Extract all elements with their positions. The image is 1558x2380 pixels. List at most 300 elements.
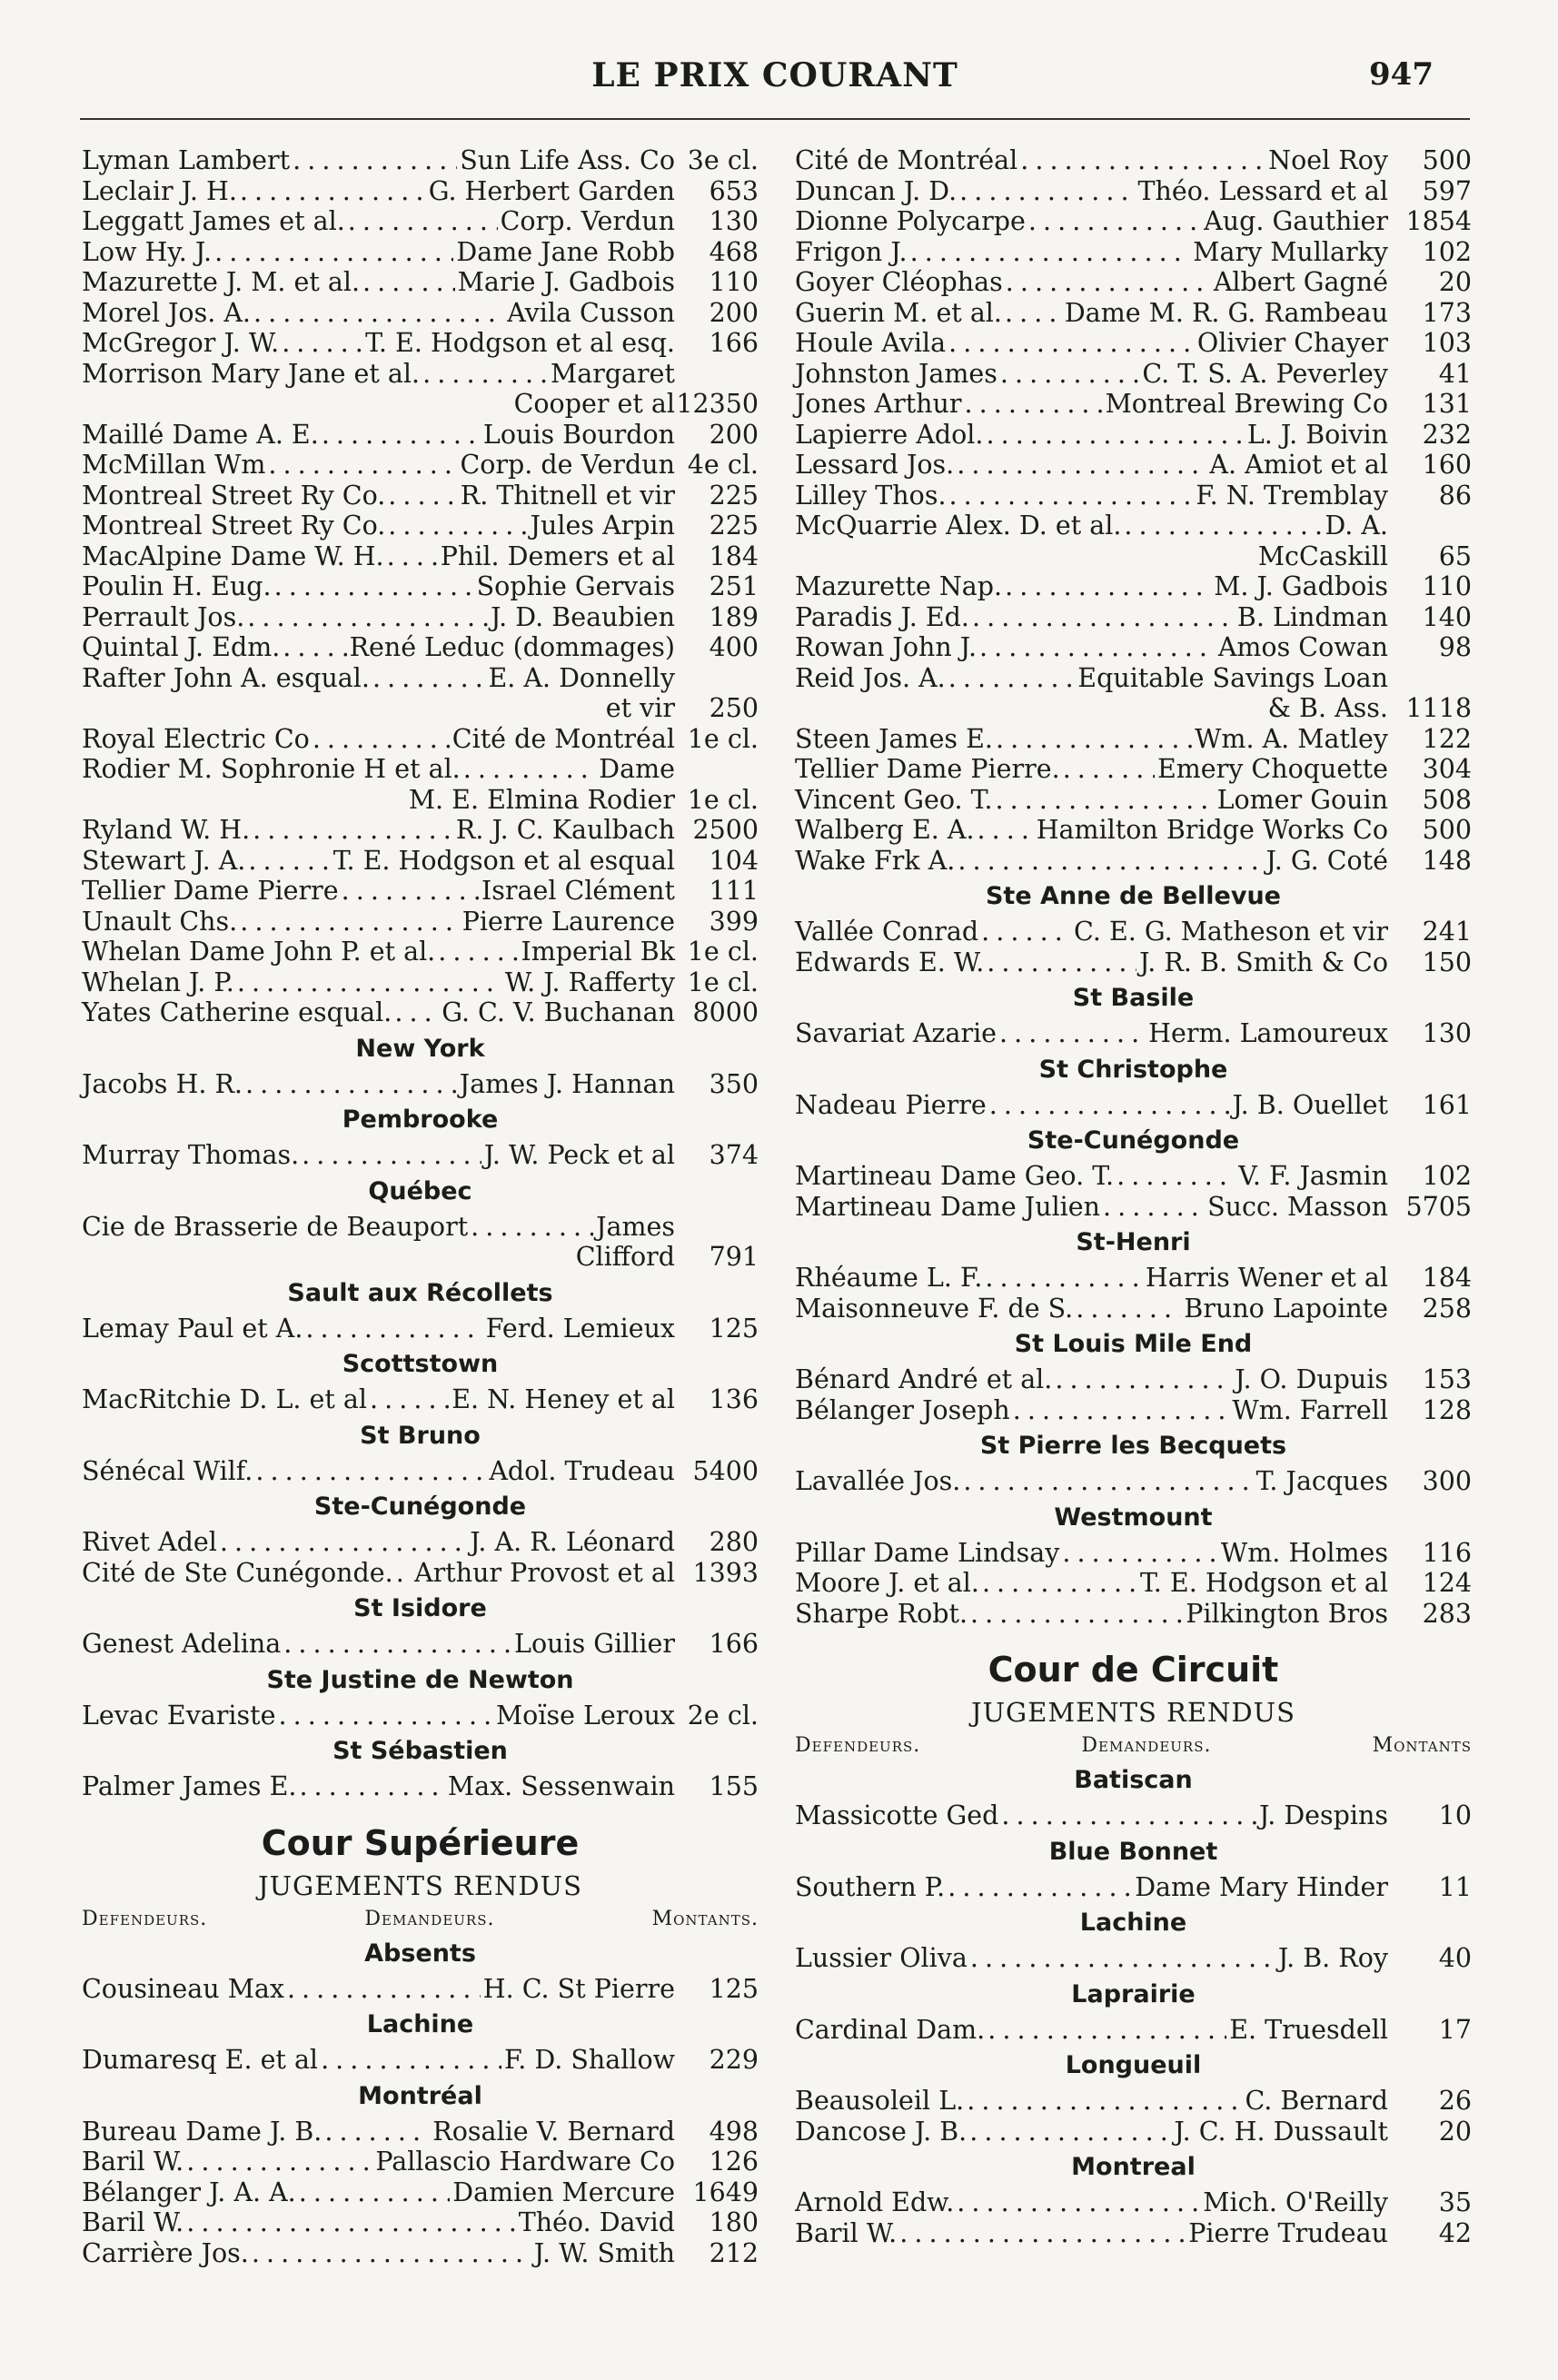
dot-leader — [1028, 206, 1201, 237]
locality-heading: Lachine — [366, 2010, 474, 2038]
defendant-name: Dionne Polycarpe — [795, 206, 1026, 236]
plaintiff-name: Wm. A. Matley — [1195, 723, 1388, 754]
defendant-name: Lussier Oliva — [795, 1943, 968, 1973]
defendant-name: Moore J. et al. — [795, 1568, 979, 1598]
dot-leader — [1005, 571, 1211, 602]
dot-leader — [970, 1599, 1183, 1630]
plaintiff-name: Pallascio Hardware Co — [375, 2147, 675, 2177]
plaintiff-name: F. N. Tremblay — [1196, 480, 1388, 511]
defendant-name: Lyman Lambert — [82, 145, 291, 175]
dot-leader — [322, 420, 481, 451]
defendant-name: Guerin M. et al. — [795, 297, 1002, 328]
judgment-entry — [82, 420, 759, 451]
plaintiff-name: Max. Sessenwain — [447, 1771, 675, 1801]
judgment-entry — [82, 876, 759, 907]
dot-leader — [283, 1629, 511, 1660]
locality-heading: Lachine — [1079, 1909, 1187, 1937]
dot-leader — [959, 176, 1135, 207]
entry-continuation — [795, 541, 1472, 572]
judgment-entry — [82, 602, 759, 633]
judgment-entry — [82, 815, 759, 846]
amount-value: 40 — [1438, 1943, 1472, 1973]
amount-value: 110 — [709, 267, 759, 297]
amount-value: 200 — [709, 297, 759, 328]
judgment-entry — [82, 754, 759, 785]
plaintiff-name: D. A. — [1325, 511, 1388, 540]
amount-value: 155 — [709, 1771, 759, 1801]
dot-leader — [1020, 145, 1265, 176]
plaintiff-name: Herm. Lamoureux — [1148, 1018, 1388, 1048]
defendant-name: Martineau Dame Geo. T. — [795, 1161, 1115, 1191]
dot-leader — [958, 846, 1263, 877]
judgment-entry — [795, 237, 1472, 268]
amount-value: 128 — [1422, 1394, 1472, 1425]
amount-value: 189 — [709, 601, 759, 632]
judgment-entry — [795, 1192, 1472, 1223]
defendant-name: Levac Evariste — [82, 1700, 276, 1730]
plaintiff-name: T. E. Hodgson et al — [1139, 1568, 1388, 1598]
judgment-entry — [82, 1140, 759, 1171]
amount-value: 1393 — [692, 1557, 759, 1588]
plaintiff-name: V. F. Jasmin — [1238, 1161, 1388, 1191]
defendant-name: McQuarrie Alex. D. et al. — [795, 511, 1122, 540]
defendant-name: Mazurette J. M. et al. — [82, 267, 361, 297]
defendant-name: Vincent Geo. T. — [795, 784, 993, 815]
amount-value: 3e cl. — [687, 145, 759, 175]
plaintiff-name: T. Jacques — [1255, 1466, 1388, 1496]
plaintiff-name: Albert Gagné — [1213, 267, 1388, 297]
judgment-entry — [82, 450, 759, 481]
amount-value: 508 — [1422, 784, 1472, 815]
plaintiff-name: Louis Bourdon — [482, 419, 675, 450]
defendant-name: Tellier Dame Pierre. — [795, 754, 1060, 784]
judgment-entry — [82, 1212, 759, 1243]
plaintiff-name: Lomer Gouin — [1216, 784, 1388, 815]
defendant-name: Royal Electric Co — [82, 723, 310, 754]
defendant-name: Southern P. — [795, 1871, 946, 1902]
plaintiff-name: James — [596, 1211, 675, 1242]
judgment-entry — [795, 1090, 1472, 1121]
right-column — [795, 145, 1472, 2248]
header-rule — [80, 118, 1470, 120]
plaintiff-name: Equitable Savings Loan — [1077, 662, 1388, 693]
locality-heading: Batiscan — [1074, 1766, 1193, 1794]
amount-value: 232 — [1422, 419, 1472, 450]
amount-value: 148 — [1422, 845, 1472, 876]
dot-leader — [979, 632, 1216, 663]
defendant-name: Leclair J. H. — [82, 175, 237, 206]
plaintiffs-heading: Demandeurs. — [364, 1907, 495, 1930]
judgment-entry — [82, 176, 759, 207]
amount-value: 251 — [709, 571, 759, 601]
defendant-name: Stewart J. A. — [82, 845, 246, 876]
plaintiff-name: Dame Mary Hinder — [1135, 1871, 1388, 1902]
judgment-entry — [82, 663, 759, 694]
locality-heading: Ste Anne de Bellevue — [985, 882, 1281, 910]
plaintiff-name: Noel Roy — [1268, 145, 1388, 175]
amount-value: 102 — [1422, 236, 1472, 267]
plaintiff-name: Sophie Gervais — [476, 571, 675, 601]
judgment-entry — [82, 511, 759, 541]
defendant-name: Beausoleil L. — [795, 2086, 965, 2116]
plaintiff-name: Imperial Bk — [521, 937, 675, 967]
judgment-entry — [82, 846, 759, 877]
dot-leader — [394, 997, 439, 1028]
judgment-entry — [82, 1701, 759, 1731]
judgment-entry — [795, 450, 1472, 481]
defendant-name: Unault Chs. — [82, 906, 238, 937]
plaintiff-name: René Leduc (dommages) — [349, 632, 675, 662]
dot-leader — [299, 2177, 451, 2208]
plaintiff-name: R. J. C. Kaulbach — [455, 815, 675, 845]
plaintiffs-heading: Demandeurs. — [1081, 1734, 1212, 1757]
dot-leader — [981, 917, 1071, 947]
defendant-name: Arnold Edw. — [795, 2187, 955, 2217]
amount-value: 10 — [1438, 1800, 1472, 1830]
defendant-name: Cité de Ste Cunégonde. — [82, 1557, 393, 1588]
plaintiff-name: Rosalie V. Bernard — [432, 2116, 675, 2147]
judgment-entry — [82, 1629, 759, 1660]
dot-leader — [989, 1090, 1230, 1121]
dot-leader — [293, 145, 457, 176]
amount-value: 5705 — [1405, 1191, 1472, 1222]
defendant-name: Lessard Jos. — [795, 450, 955, 480]
plaintiff-name: E. Truesdell — [1229, 2014, 1388, 2045]
defendant-name: Rhéaume L. F. — [795, 1263, 983, 1293]
amount-value: 8000 — [692, 997, 759, 1027]
judgment-entry — [795, 511, 1472, 541]
dot-leader — [957, 2187, 1200, 2218]
dot-leader — [237, 967, 502, 998]
judgment-entry — [795, 1943, 1472, 1974]
locality-heading: Pembrooke — [342, 1106, 499, 1134]
defendant-name: Edwards E. W. — [795, 947, 985, 977]
judgment-entry — [82, 298, 759, 329]
amount-value: 1854 — [1405, 206, 1472, 236]
amount-value: 126 — [709, 2147, 759, 2177]
defendant-name: Baril W. — [795, 2217, 898, 2248]
amount-value: 498 — [709, 2116, 759, 2147]
defendant-name: Dumaresq E. et al — [82, 2045, 319, 2075]
amount-value: 166 — [709, 1629, 759, 1659]
amount-value: 104 — [709, 845, 759, 876]
judgment-entry — [795, 1364, 1472, 1395]
plaintiff-name: Phil. Demers et al — [440, 540, 675, 571]
defendant-name: Low Hy. J. — [82, 236, 213, 267]
dot-leader — [987, 2015, 1226, 2046]
judgment-entry — [795, 947, 1472, 978]
locality-heading: Québec — [368, 1176, 472, 1205]
judgment-entry — [82, 571, 759, 602]
locality-heading: Scottstown — [342, 1350, 499, 1378]
dot-leader — [1005, 298, 1062, 329]
locality-heading: St Christophe — [1038, 1055, 1228, 1084]
amount-value: 136 — [709, 1384, 759, 1414]
judgment-entry — [82, 2147, 759, 2177]
locality-heading: St Louis Mile End — [1014, 1330, 1253, 1358]
judgment-entry — [795, 754, 1472, 785]
defendant-name: Montreal Street Ry Co. — [82, 480, 386, 511]
dot-leader — [1063, 754, 1155, 785]
continuation-text: et vir — [605, 693, 675, 723]
amount-value: 35 — [1438, 2187, 1472, 2217]
plaintiff-name: Dame — [599, 754, 675, 784]
dot-leader — [948, 663, 1076, 694]
plaintiff-name: G. Herbert Garden — [428, 175, 675, 206]
plaintiff-name: Margaret — [551, 358, 675, 389]
amounts-heading: Montants — [1372, 1734, 1472, 1757]
plaintiff-name: C. Bernard — [1245, 2086, 1388, 2116]
entry-continuation — [795, 693, 1472, 724]
defendant-name: Sharpe Robt. — [795, 1598, 968, 1629]
amount-value: 150 — [1422, 947, 1472, 977]
defendant-name: Quintal J. Edm. — [82, 632, 281, 662]
dot-leader — [1006, 267, 1211, 298]
plaintiff-name: Pilkington Bros — [1186, 1598, 1388, 1629]
defendant-name: Rodier M. Sophronie H et al. — [82, 754, 461, 784]
plaintiff-name: G. C. V. Buchanan — [442, 997, 675, 1027]
judgment-entry — [795, 1599, 1472, 1630]
judgment-entry — [82, 1974, 759, 2005]
plaintiff-name: Ferd. Lemieux — [485, 1313, 675, 1344]
judgment-entry — [82, 967, 759, 998]
dot-leader — [964, 389, 1102, 420]
defendant-name: Rafter John A. esqual. — [82, 662, 370, 693]
defendant-name: Wake Frk A. — [795, 845, 956, 876]
dot-leader — [287, 1974, 481, 2005]
dot-leader — [240, 907, 460, 937]
amount-value: 125 — [709, 1313, 759, 1344]
amount-value: 111 — [709, 876, 759, 906]
dot-leader — [1001, 1800, 1256, 1831]
amount-value: 1e cl. — [687, 967, 759, 997]
dot-leader — [471, 1212, 593, 1243]
dot-leader — [1000, 359, 1139, 390]
plaintiff-name: Théo. David — [518, 2207, 675, 2237]
judgment-entry — [795, 1800, 1472, 1831]
defendant-name: Houle Avila — [795, 328, 947, 358]
defendant-name: Walberg E. A. — [795, 815, 975, 845]
judgment-entry — [795, 815, 1472, 846]
defendants-heading: Defendeurs. — [795, 1734, 921, 1757]
amount-value: 1e cl. — [687, 937, 759, 967]
amount-value: 1118 — [1405, 693, 1472, 723]
dot-leader — [948, 1872, 1132, 1903]
amount-value: 124 — [1422, 1568, 1472, 1598]
judgment-entry — [82, 2117, 759, 2147]
amount-value: 125 — [709, 1973, 759, 2004]
judgment-entry — [795, 1161, 1472, 1192]
dot-leader — [305, 1314, 482, 1344]
defendant-name: Jones Arthur — [795, 389, 962, 419]
dot-leader — [362, 267, 455, 298]
plaintiff-name: Montreal Brewing Co — [1105, 389, 1388, 419]
plaintiff-name: Mary Mullarky — [1193, 236, 1388, 267]
amounts-heading: Montants. — [651, 1907, 759, 1930]
defendant-name: Duncan J. D. — [795, 175, 958, 206]
judgment-entry — [82, 328, 759, 359]
dot-leader — [985, 1263, 1142, 1294]
judgment-entry — [82, 359, 759, 390]
locality-heading: Blue Bonnet — [1048, 1837, 1218, 1866]
dot-leader — [372, 663, 485, 694]
defendant-name: Savariat Azarie — [795, 1018, 997, 1048]
defendant-name: Whelan Dame John P. et al. — [82, 937, 436, 967]
continuation-text: McCaskill — [1257, 540, 1388, 571]
amount-value: 41 — [1438, 358, 1472, 389]
plaintiff-name: T. E. Hodgson et al esqual — [332, 845, 675, 876]
locality-heading: Longueuil — [1065, 2051, 1202, 2079]
defendant-name: Cie de Brasserie de Beauport — [82, 1211, 469, 1242]
left-column — [82, 145, 759, 2268]
plaintiff-name: W. J. Rafferty — [504, 967, 675, 997]
dot-leader — [899, 2218, 1186, 2249]
amount-value: 500 — [1422, 145, 1472, 175]
amount-value: 161 — [1422, 1089, 1472, 1120]
amount-value: 597 — [1422, 175, 1472, 206]
amount-value: 229 — [709, 2045, 759, 2075]
locality-heading: St Bruno — [360, 1421, 481, 1450]
amount-value: 399 — [709, 906, 759, 937]
column-headings — [795, 1732, 1472, 1760]
plaintiff-name: J. B. Ouellet — [1232, 1089, 1388, 1120]
defendant-name: Lapierre Adol. — [795, 419, 984, 450]
defendant-name: Palmer James E. — [82, 1771, 297, 1801]
judgment-entry — [82, 481, 759, 511]
defendant-name: McGregor J. W. — [82, 328, 280, 358]
dot-leader — [324, 2117, 430, 2147]
plaintiff-name: Olivier Chayer — [1196, 328, 1388, 358]
amount-value: 500 — [1422, 815, 1472, 845]
judgment-entry — [82, 997, 759, 1028]
plaintiff-name: Dame Jane Robb — [456, 236, 675, 267]
locality-heading: Montréal — [358, 2081, 482, 2110]
judgment-entry — [82, 1456, 759, 1487]
amount-value: 280 — [709, 1527, 759, 1557]
dot-leader — [348, 206, 498, 237]
plaintiff-name: Théo. Lessard et al — [1137, 175, 1388, 206]
amount-value: 374 — [709, 1140, 759, 1170]
dot-leader — [342, 876, 479, 907]
defendant-name: Reid Jos. A. — [795, 662, 946, 693]
judgment-entry — [795, 2086, 1472, 2117]
plaintiff-name: Pierre Trudeau — [1188, 2217, 1388, 2248]
locality-heading: Absents — [364, 1939, 476, 1968]
dot-leader — [977, 815, 1034, 846]
amount-value: 17 — [1438, 2014, 1472, 2045]
amount-value: 791 — [709, 1242, 759, 1272]
dot-leader — [969, 2117, 1171, 2147]
dot-leader — [1116, 1161, 1235, 1192]
amount-value: 2500 — [692, 815, 759, 845]
page-number: 947 — [1369, 56, 1434, 93]
dot-leader — [255, 1456, 486, 1487]
judgment-entry — [82, 1314, 759, 1344]
amount-value: 350 — [709, 1068, 759, 1099]
amount-value: 20 — [1438, 2116, 1472, 2147]
dot-leader — [186, 2147, 372, 2177]
locality-heading: Ste-Cunégonde — [313, 1492, 527, 1521]
judgment-entry — [795, 145, 1472, 176]
amount-value: 180 — [709, 2207, 759, 2237]
judgment-entry — [82, 206, 759, 237]
dot-leader — [186, 2207, 515, 2238]
plaintiff-name: Pierre Laurence — [461, 906, 675, 937]
page-header — [80, 56, 1470, 111]
locality-heading: St Pierre les Becquets — [979, 1432, 1287, 1460]
amount-value: 160 — [1422, 450, 1472, 480]
dot-leader — [313, 724, 450, 755]
defendant-name: Jacobs H. R. — [82, 1068, 243, 1099]
judgment-entry — [795, 602, 1472, 633]
defendant-name: Maillé Dame A. E. — [82, 419, 319, 450]
defendant-name: Massicotte Ged — [795, 1800, 999, 1830]
dot-leader — [299, 1771, 444, 1802]
judgment-entry — [795, 571, 1472, 602]
dot-leader — [396, 1558, 412, 1589]
plaintiff-name: J. O. Dupuis — [1235, 1364, 1388, 1394]
locality-heading: St Isidore — [353, 1594, 487, 1622]
amount-value: 300 — [1422, 1466, 1472, 1496]
amount-value: 116 — [1422, 1537, 1472, 1568]
amount-value: 212 — [709, 2237, 759, 2268]
amount-value: 1e cl. — [687, 723, 759, 754]
plaintiff-name: James J. Hannan — [459, 1068, 675, 1099]
judgment-entry — [795, 663, 1472, 694]
plaintiff-name: Sun Life Ass. Co — [460, 145, 675, 175]
dot-leader — [321, 2045, 501, 2076]
locality-heading: St-Henri — [1076, 1228, 1191, 1256]
plaintiff-name: A. Amiot et al — [1209, 450, 1388, 480]
plaintiff-name: Hamilton Bridge Works Co — [1036, 815, 1388, 845]
dot-leader — [999, 1018, 1146, 1049]
plaintiff-name: J. A. R. Léonard — [470, 1527, 675, 1557]
defendant-name: Lilley Thos. — [795, 480, 947, 511]
dot-leader — [948, 328, 1195, 359]
dot-leader — [282, 328, 362, 359]
judgment-entry — [795, 420, 1472, 451]
judgment-entry — [82, 1558, 759, 1589]
judgment-entry — [795, 267, 1472, 298]
judgment-entry — [82, 724, 759, 755]
judgment-entry — [795, 917, 1472, 947]
judgment-entry — [795, 1018, 1472, 1049]
judgment-entry — [795, 481, 1472, 511]
dot-leader — [972, 602, 1235, 633]
plaintiff-name: Emery Choquette — [1156, 754, 1388, 784]
defendant-name: Ryland W. H. — [82, 815, 251, 845]
plaintiff-name: J. G. Coté — [1265, 845, 1388, 876]
defendant-name: Tellier Dame Pierre — [82, 876, 339, 906]
dot-leader — [283, 632, 346, 663]
defendant-name: Martineau Dame Julien — [795, 1191, 1101, 1222]
locality-heading: Montreal — [1071, 2153, 1196, 2181]
dot-leader — [996, 724, 1192, 755]
dot-leader — [388, 481, 457, 511]
dot-leader — [422, 359, 548, 390]
defendant-name: Murray Thomas. — [82, 1140, 300, 1170]
judgment-entry — [795, 2187, 1472, 2218]
amount-value: 241 — [1422, 917, 1472, 947]
dot-leader — [253, 298, 504, 329]
amount-value: 26 — [1438, 2086, 1472, 2116]
amount-value: 200 — [709, 419, 759, 450]
plaintiff-name: Moïse Leroux — [495, 1700, 675, 1730]
amount-value: 2e cl. — [687, 1700, 759, 1730]
dot-leader — [248, 846, 330, 877]
amount-value: 65 — [1438, 540, 1472, 571]
judgment-entry — [82, 1771, 759, 1802]
